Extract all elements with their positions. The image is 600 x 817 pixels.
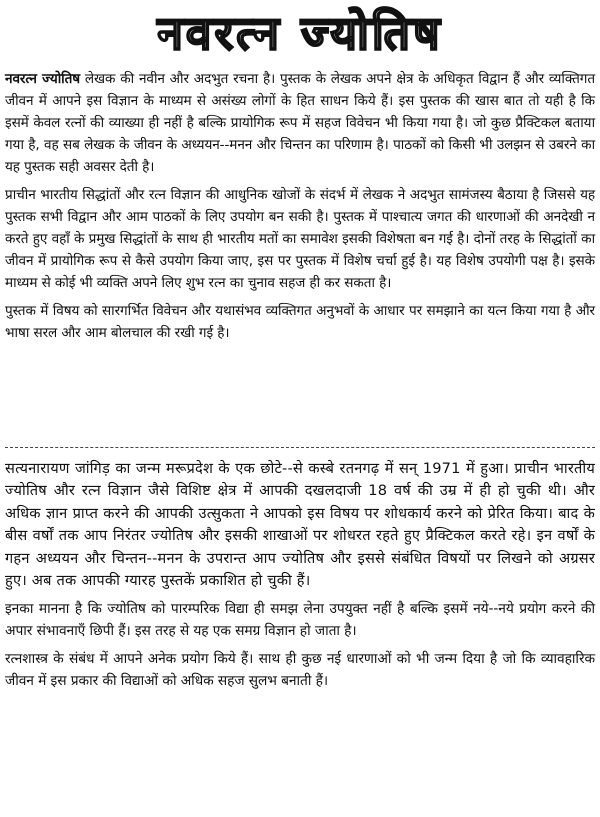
author-bio-section [5,458,595,698]
section-divider [5,447,595,448]
description-paragraph-2: प्राचीन भारतीय सिद्धांतों और रत्न विज्ञान की आधुनिक खोजों के संदर्भ में लेखक ने अदभुत सामंजस्य बैठाया है जिससे यह पुस्तक सभी विद्वान और आम पाठकों के लिए उपयोग बन सकी है। पुस्तक में पाश्चात्य जगत की धारणाओं की अनदेखी न करते हुए वहाँ के प्रमुख सिद्धांतों के साथ ही भारतीय मतों का समावेश इसकी विशेषता बन गई है। दोनों तरह के सिद्धांतों का जीवन में प्रायोगिक रूप से कैसे उपयोग किया जाए, इस पर पुस्तक में विशेष चर्चा हुई है। यह विशेष उपयोगी पक्ष है। इसके माध्यम से कोई भी व्यक्ति अपने लिए शुभ रत्न का चुनाव सहज ही कर सकता है। [5,187,595,291]
book-title: नवरत्न ज्योतिष [157,6,443,60]
description-paragraph-1-text: लेखक की नवीन और अदभुत रचना है। पुस्तक के लेखक अपने क्षेत्र के अधिकृत विद्वान हैं और व्यक्तिगत जीवन में आपने इस विज्ञान के माध्यम से असंख्य लोगों के हित साधन किये हैं। इस पुस्तक की खास बात तो यही है कि इसमें केवल रत्नों की व्याख्या ही नहीं है बल्कि प्रायोगिक रूप में सहज विवेचन भी किया गया है। जो कुछ प्रैक्टिकल बताया गया है, वह सब लेखक के जीवन के अध्ययन--मनन और चिन्तन का परिणाम है। पाठकों को किसी भी उलझन से उबरने का यह पुस्तक सही अवसर देती है। [5,71,595,175]
author-bio-paragraph-1: सत्यनारायण जांगिड़ का जन्म मरूप्रदेश के एक छोटे--से कस्बे रतनगढ़ में सन् 1971 में हुआ। प्राचीन भारतीय ज्योतिष और रत्न विज्ञान जैसे विशिष्ट क्षेत्र में आपकी दखलदाजी 18 वर्ष की उम्र में ही हो चुकी थी। और अधिक ज्ञान प्राप्त करने की आपकी उत्सुकता ने आपको इस विषय पर शोधकार्य करने को प्रेरित किया। बाद के बीस वर्षों तक आप निरंतर ज्योतिष और इसकी शाखाओं पर शोधरत रहते हुए प्रैक्टिकल करते रहे। इन वर्षों के गहन अध्ययन और चिन्तन--मनन के उपरान्त आप ज्योतिष और इससे संबंधित विषयों पर लिखने को अग्रसर हुए। अब तक आपकी ग्यारह पुस्तकें प्रकाशित हो चुकी हैं। [5,460,595,590]
author-bio-paragraph-3: रत्नशास्त्र के संबंध में आपने अनेक प्रयोग किये हैं। साथ ही कुछ नई धारणाओं को भी जन्म दिया है जो कि व्यावहारिक जीवन में इस प्रकार की विद्याओं को अधिक सहज सुलभ बनाती हैं। [5,651,595,690]
description-paragraph-1 [5,68,595,178]
author-bio-paragraph-2: इनका मानना है कि ज्योतिष को पारम्परिक विद्या ही समझ लेना उपयुक्त नहीं है बल्कि इसमें नये--नये प्रयोग करने की अपार संभावनाएँ छिपी हैं। इस तरह से यह एक समग्र विज्ञान हो जाता है। [5,601,595,640]
book-description-section [5,68,595,350]
description-lead-term: नवरत्न ज्योतिष [5,71,81,87]
description-paragraph-3: पुस्तक में विषय को सारगर्भित विवेचन और यथासंभव व्यक्तिगत अनुभवों के आधार पर समझाने का यत्न किया गया है और भाषा सरल और आम बोलचाल की रखी गई है। [5,303,595,341]
